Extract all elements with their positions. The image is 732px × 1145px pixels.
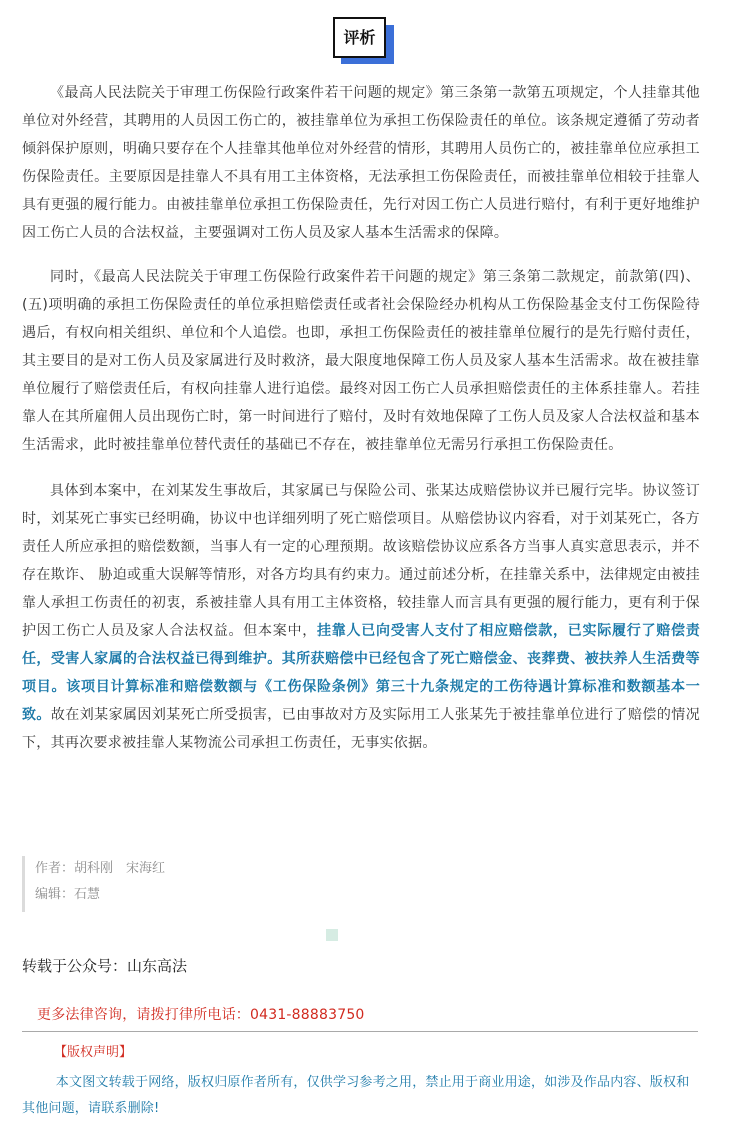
section-badge — [333, 17, 395, 65]
copyright-title: 【版权声明】 — [54, 1045, 133, 1060]
author-line: 作者：胡科刚 宋海红 — [35, 861, 166, 876]
paragraph-3-start: 具体到本案中，在刘某发生事故后，其家属已与保险公司、张某达成赔偿协议并已履行完毕。协议签订时，刘某死亡事实已经明确，协议中也详细列明了死亡赔偿项目。从赔偿协议内容看，对于刘某死亡，各方责任人所应承担的赔偿数额，当事人有一定的心理预期。故该赔偿协议应系各方当事人真实意思表示，并不存在欺诈、 胁迫或重大误解等情形，对各方均具有约束力。通过前述分析，在挂靠关系中，法律规定由被挂靠人承担工伤责任的初衷，系被挂靠人具有用工主体资格，较挂靠人而言具有更强的履行能力，更有利于保护因工伤亡人员及家人合法权益。但本案中， — [22, 483, 700, 639]
copyright-notice: 本文图文转载于网络，版权归原作者所有，仅供学习参考之用，禁止用于商业用途，如涉及作品内容、版权和其他问题，请联系删除! — [22, 1075, 690, 1116]
section-title: 评析 — [333, 17, 386, 58]
paragraph-1: 《最高人民法院关于审理工伤保险行政案件若干问题的规定》第三条第一款第五项规定，个人挂靠其他单位对外经营，其聘用的人员因工伤亡的，被挂靠单位为承担工伤保险责任的单位。该条规定遵循了劳动者倾斜保护原则，明确只要存在个人挂靠其他单位对外经营的情形，其聘用人员伤亡的，被挂靠单位应承担工伤保险责任。主要原因是挂靠人不具有用工主体资格，无法承担工伤保险责任，而被挂靠单位相较于挂靠人具有更强的履行能力。由被挂靠单位承担工伤保险责任，先行对因工伤亡人员进行赔付，有利于更好地维护因工伤亡人员的合法权益，主要强调对工伤人员及家人基本生活需求的保障。 — [22, 85, 700, 241]
paragraph-3 — [22, 477, 700, 757]
article-body — [22, 79, 700, 775]
divider — [22, 1031, 698, 1032]
editor-line: 编辑：石慧 — [35, 887, 101, 902]
repost-source: 转载于公众号：山东高法 — [22, 957, 188, 975]
paragraph-3-highlight: 挂靠人已向受害人支付了相应赔偿款，已实际履行了赔偿责任，受害人家属的合法权益已得到维护。其所获赔偿中已经包含了死亡赔偿金、丧葬费、被扶养人生活费等项目。该项目计算标准和赔偿数额与《工伤保险条例》第三十九条规定的工伤待遇计算标准和数额基本一致。 — [22, 623, 700, 723]
paragraph-2: 同时，《最高人民法院关于审理工伤保险行政案件若干问题的规定》第三条第二款规定，前款第(四)、(五)项明确的承担工伤保险责任的单位承担赔偿责任或者社会保险经办机构从工伤保险基金支付工伤保险待遇后，有权向相关组织、单位和个人追偿。也即，承担工伤保险责任的被挂靠单位履行的是先行赔付责任，其主要目的是对工伤人员及家属进行及时救济，最大限度地保障工伤人员及家人基本生活需求。故在被挂靠单位履行了赔偿责任后，有权向挂靠人进行追偿。最终对因工伤亡人员承担赔偿责任的主体系挂靠人。若挂靠人在其所雇佣人员出现伤亡时，第一时间进行了赔付，及时有效地保障了工伤人员及家人合法权益和基本生活需求，此时被挂靠单位替代责任的基础已不存在，被挂靠单位无需另行承担工伤保险责任。 — [22, 269, 700, 453]
separator-dot — [326, 929, 338, 941]
paragraph-3-end: 故在刘某家属因刘某死亡所受损害，已由事故对方及实际用工人张某先于被挂靠单位进行了赔偿的情况下，其再次要求被挂靠人某物流公司承担工伤责任，无事实依据。 — [22, 707, 700, 751]
consult-phone: 更多法律咨询，请拨打律所电话：0431-88883750 — [37, 1007, 365, 1023]
credits-block — [22, 856, 165, 912]
